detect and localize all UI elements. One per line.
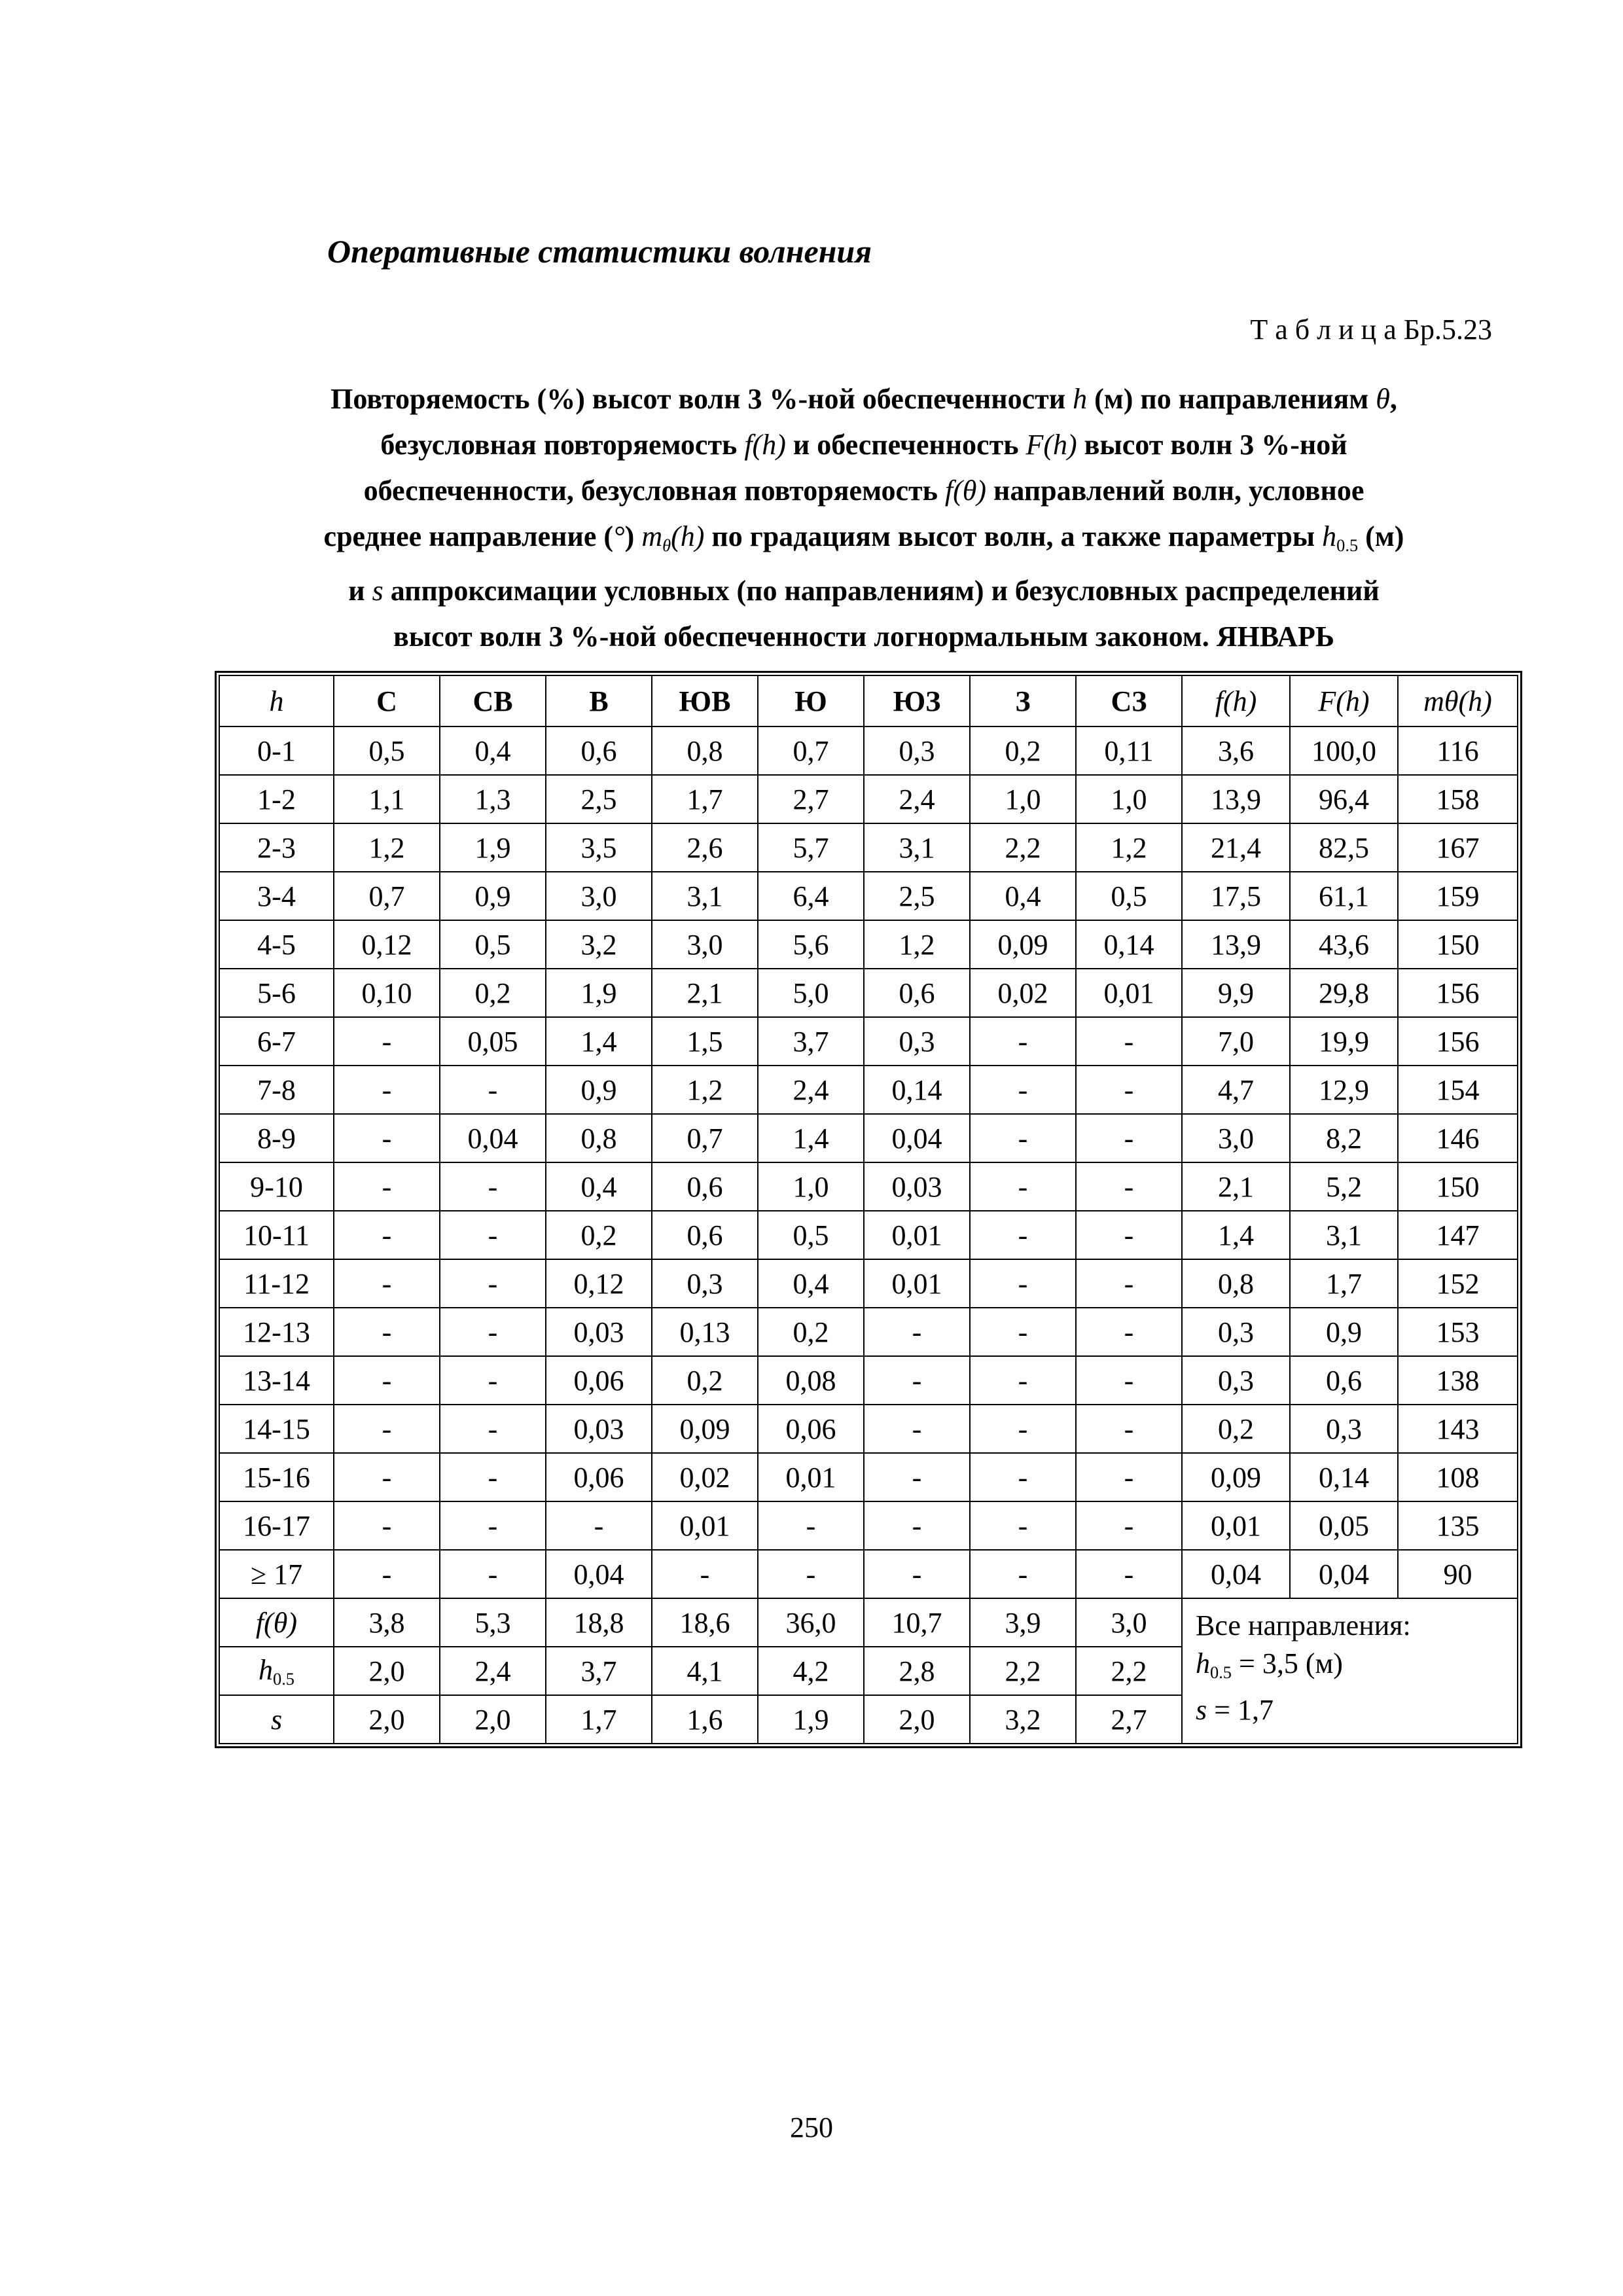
table-cell: - bbox=[334, 1501, 440, 1550]
all-directions-h05: $h_{0.5} = 3,5$ (м) bbox=[1196, 1647, 1343, 1682]
table-cell: 18,8 bbox=[546, 1598, 652, 1647]
table-cell: 0,6 bbox=[652, 1211, 758, 1259]
table-cell: 2,7 bbox=[758, 775, 864, 823]
row-label: ≥ 17 bbox=[219, 1550, 334, 1598]
table-cell: 5,0 bbox=[758, 969, 864, 1017]
caption-line-6: высот волн 3 %-ной обеспеченности логнормальным законом. ЯНВАРЬ bbox=[393, 620, 1335, 653]
table-row bbox=[219, 1162, 1518, 1211]
column-header: С bbox=[334, 675, 440, 726]
table-cell: 12,9 bbox=[1290, 1066, 1398, 1114]
table-cell: 0,4 bbox=[546, 1162, 652, 1211]
table-cell: 3,6 bbox=[1182, 726, 1290, 775]
table-cell: - bbox=[1076, 1356, 1182, 1405]
table-cell: 2,4 bbox=[758, 1066, 864, 1114]
table-cell: 61,1 bbox=[1290, 872, 1398, 920]
table-cell: 0,13 bbox=[652, 1308, 758, 1356]
all-directions-s: s = 1,7 bbox=[1196, 1693, 1274, 1726]
table-cell: - bbox=[970, 1453, 1076, 1501]
table-cell: 5,6 bbox=[758, 920, 864, 969]
table-cell: 143 bbox=[1398, 1405, 1518, 1453]
row-label: $h_{0.5}$ bbox=[219, 1647, 334, 1695]
table-row bbox=[219, 1308, 1518, 1356]
table-cell: 0,8 bbox=[1182, 1259, 1290, 1308]
table-cell: 0,14 bbox=[864, 1066, 970, 1114]
table-cell: 159 bbox=[1398, 872, 1518, 920]
table-cell: 0,03 bbox=[546, 1405, 652, 1453]
table-cell: 0,3 bbox=[652, 1259, 758, 1308]
page-number: 250 bbox=[790, 2111, 833, 2144]
table-cell: 108 bbox=[1398, 1453, 1518, 1501]
table-cell: - bbox=[864, 1356, 970, 1405]
table-cell: - bbox=[970, 1114, 1076, 1162]
table-cell: 1,4 bbox=[546, 1017, 652, 1066]
table-cell: 0,6 bbox=[864, 969, 970, 1017]
wave-height-table bbox=[219, 675, 1518, 1744]
table-cell: 0,10 bbox=[334, 969, 440, 1017]
table-cell: 0,02 bbox=[970, 969, 1076, 1017]
table-cell: 0,05 bbox=[1290, 1501, 1398, 1550]
row-label: 16-17 bbox=[219, 1501, 334, 1550]
table-cell: - bbox=[334, 1066, 440, 1114]
table-cell: 152 bbox=[1398, 1259, 1518, 1308]
table-row bbox=[219, 726, 1518, 775]
table-cell: - bbox=[864, 1550, 970, 1598]
table-cell: - bbox=[1076, 1211, 1182, 1259]
table-cell: 0,2 bbox=[652, 1356, 758, 1405]
table-cell: 116 bbox=[1398, 726, 1518, 775]
table-cell: 2,1 bbox=[652, 969, 758, 1017]
table-cell: 0,01 bbox=[1182, 1501, 1290, 1550]
table-cell: 156 bbox=[1398, 1017, 1518, 1066]
table-cell: 0,11 bbox=[1076, 726, 1182, 775]
data-table-frame bbox=[215, 671, 1522, 1748]
table-cell: 0,3 bbox=[1290, 1405, 1398, 1453]
table-cell: - bbox=[334, 1211, 440, 1259]
row-label: 10-11 bbox=[219, 1211, 334, 1259]
table-cell: - bbox=[970, 1501, 1076, 1550]
table-cell: 1,0 bbox=[758, 1162, 864, 1211]
table-cell: 156 bbox=[1398, 969, 1518, 1017]
table-cell: - bbox=[864, 1501, 970, 1550]
table-cell: 0,7 bbox=[652, 1114, 758, 1162]
table-cell: 3,0 bbox=[652, 920, 758, 969]
table-cell: - bbox=[970, 1550, 1076, 1598]
table-cell: 0,06 bbox=[546, 1356, 652, 1405]
table-cell: 2,5 bbox=[864, 872, 970, 920]
table-cell: 90 bbox=[1398, 1550, 1518, 1598]
table-cell: - bbox=[1076, 1453, 1182, 1501]
table-row bbox=[219, 1501, 1518, 1550]
table-cell: 0,6 bbox=[1290, 1356, 1398, 1405]
table-cell: 0,12 bbox=[546, 1259, 652, 1308]
table-cell: - bbox=[440, 1211, 546, 1259]
table-cell: 0,2 bbox=[1182, 1405, 1290, 1453]
table-cell: - bbox=[970, 1162, 1076, 1211]
table-cell: 1,2 bbox=[1076, 823, 1182, 872]
table-cell: - bbox=[334, 1259, 440, 1308]
table-cell: - bbox=[758, 1501, 864, 1550]
table-cell: 5,2 bbox=[1290, 1162, 1398, 1211]
table-cell: 0,14 bbox=[1290, 1453, 1398, 1501]
table-cell: - bbox=[440, 1405, 546, 1453]
caption-line-5: и s аппроксимации условных (по направлениям) и безусловных распределений bbox=[348, 574, 1380, 607]
table-cell: 5,7 bbox=[758, 823, 864, 872]
section-title: Оперативные статистики волнения bbox=[327, 233, 872, 270]
table-cell: - bbox=[334, 1017, 440, 1066]
table-body bbox=[219, 726, 1518, 1598]
table-cell: - bbox=[1076, 1162, 1182, 1211]
table-cell: - bbox=[334, 1308, 440, 1356]
table-cell: - bbox=[440, 1550, 546, 1598]
table-cell: 0,3 bbox=[1182, 1308, 1290, 1356]
table-cell: 2,6 bbox=[652, 823, 758, 872]
table-cell: 82,5 bbox=[1290, 823, 1398, 872]
table-cell: 13,9 bbox=[1182, 920, 1290, 969]
table-cell: - bbox=[970, 1017, 1076, 1066]
table-cell: 0,3 bbox=[864, 726, 970, 775]
table-cell: 3,1 bbox=[864, 823, 970, 872]
table-number: Т а б л и ц а Бр.5.23 bbox=[1250, 314, 1492, 346]
table-cell: - bbox=[334, 1114, 440, 1162]
column-header: ЮВ bbox=[652, 675, 758, 726]
table-cell: - bbox=[334, 1405, 440, 1453]
table-cell: 1,7 bbox=[1290, 1259, 1398, 1308]
table-row bbox=[219, 920, 1518, 969]
table-cell: 0,01 bbox=[1076, 969, 1182, 1017]
table-cell: 0,3 bbox=[864, 1017, 970, 1066]
table-cell: 1,4 bbox=[758, 1114, 864, 1162]
table-cell: - bbox=[440, 1308, 546, 1356]
table-cell: - bbox=[546, 1501, 652, 1550]
table-cell: 0,03 bbox=[546, 1308, 652, 1356]
table-cell: 147 bbox=[1398, 1211, 1518, 1259]
table-cell: 2,2 bbox=[1076, 1647, 1182, 1695]
table-cell: - bbox=[1076, 1114, 1182, 1162]
table-row bbox=[219, 1114, 1518, 1162]
table-cell: 0,5 bbox=[1076, 872, 1182, 920]
caption-line-4: среднее направление (°) mθ(h) по градациям высот волн, а также параметры $h_{0.5}$ (м) bbox=[323, 520, 1404, 555]
table-cell: - bbox=[1076, 1550, 1182, 1598]
header-row bbox=[219, 675, 1518, 726]
table-cell: 1,3 bbox=[440, 775, 546, 823]
table-cell: 0,06 bbox=[546, 1453, 652, 1501]
table-cell: 0,03 bbox=[864, 1162, 970, 1211]
table-cell: 0,01 bbox=[758, 1453, 864, 1501]
table-cell: 1,7 bbox=[546, 1695, 652, 1744]
row-label: 5-6 bbox=[219, 969, 334, 1017]
table-cell: 4,2 bbox=[758, 1647, 864, 1695]
table-row bbox=[219, 969, 1518, 1017]
table-cell: 4,7 bbox=[1182, 1066, 1290, 1114]
table-cell: - bbox=[440, 1066, 546, 1114]
column-header: Ю bbox=[758, 675, 864, 726]
table-cell: - bbox=[864, 1453, 970, 1501]
table-cell: - bbox=[758, 1550, 864, 1598]
table-cell: 1,2 bbox=[652, 1066, 758, 1114]
table-cell: 8,2 bbox=[1290, 1114, 1398, 1162]
table-cell: 0,3 bbox=[1182, 1356, 1290, 1405]
table-cell: 0,04 bbox=[1290, 1550, 1398, 1598]
table-cell: 3,2 bbox=[546, 920, 652, 969]
table-cell: 0,01 bbox=[864, 1259, 970, 1308]
row-label: 12-13 bbox=[219, 1308, 334, 1356]
table-row bbox=[219, 1453, 1518, 1501]
table-cell: - bbox=[864, 1308, 970, 1356]
table-cell: - bbox=[970, 1356, 1076, 1405]
row-label: 0-1 bbox=[219, 726, 334, 775]
table-cell: - bbox=[334, 1453, 440, 1501]
table-cell: 2,1 bbox=[1182, 1162, 1290, 1211]
table-row bbox=[219, 1550, 1518, 1598]
table-cell: - bbox=[1076, 1501, 1182, 1550]
table-cell: 1,9 bbox=[758, 1695, 864, 1744]
table-cell: 3,2 bbox=[970, 1695, 1076, 1744]
table-cell: 0,09 bbox=[652, 1405, 758, 1453]
table-cell: 153 bbox=[1398, 1308, 1518, 1356]
table-cell: 43,6 bbox=[1290, 920, 1398, 969]
table-footer bbox=[219, 1598, 1518, 1744]
table-cell: 2,2 bbox=[970, 1647, 1076, 1695]
table-cell: 0,4 bbox=[440, 726, 546, 775]
table-cell: 0,02 bbox=[652, 1453, 758, 1501]
table-cell: 2,0 bbox=[334, 1695, 440, 1744]
table-cell: 1,6 bbox=[652, 1695, 758, 1744]
table-cell: 100,0 bbox=[1290, 726, 1398, 775]
row-label: f(θ) bbox=[219, 1598, 334, 1647]
table-cell: - bbox=[1076, 1308, 1182, 1356]
table-cell: - bbox=[864, 1405, 970, 1453]
table-cell: 0,4 bbox=[758, 1259, 864, 1308]
table-cell: 0,2 bbox=[758, 1308, 864, 1356]
row-label: 2-3 bbox=[219, 823, 334, 872]
row-label: 14-15 bbox=[219, 1405, 334, 1453]
table-cell: 0,5 bbox=[440, 920, 546, 969]
table-cell: 2,7 bbox=[1076, 1695, 1182, 1744]
table-cell: 0,04 bbox=[440, 1114, 546, 1162]
table-cell: 1,0 bbox=[1076, 775, 1182, 823]
table-cell: 3,0 bbox=[1182, 1114, 1290, 1162]
table-cell: 0,2 bbox=[440, 969, 546, 1017]
table-row bbox=[219, 1211, 1518, 1259]
row-label: 8-9 bbox=[219, 1114, 334, 1162]
table-cell: 158 bbox=[1398, 775, 1518, 823]
table-cell: 0,04 bbox=[546, 1550, 652, 1598]
table-cell: 36,0 bbox=[758, 1598, 864, 1647]
all-directions-title: Все направления: bbox=[1196, 1609, 1411, 1641]
table-row bbox=[219, 823, 1518, 872]
row-label: 4-5 bbox=[219, 920, 334, 969]
table-row bbox=[219, 775, 1518, 823]
table-row bbox=[219, 872, 1518, 920]
table-cell: - bbox=[970, 1259, 1076, 1308]
table-cell: 0,06 bbox=[758, 1405, 864, 1453]
table-cell: 150 bbox=[1398, 1162, 1518, 1211]
table-cell: 0,12 bbox=[334, 920, 440, 969]
table-cell: 21,4 bbox=[1182, 823, 1290, 872]
table-cell: 0,04 bbox=[864, 1114, 970, 1162]
table-cell: 0,6 bbox=[652, 1162, 758, 1211]
table-cell: - bbox=[652, 1550, 758, 1598]
table-cell: 0,8 bbox=[652, 726, 758, 775]
column-header: СЗ bbox=[1076, 675, 1182, 726]
table-cell: 0,4 bbox=[970, 872, 1076, 920]
table-cell: 0,8 bbox=[546, 1114, 652, 1162]
table-cell: 1,1 bbox=[334, 775, 440, 823]
table-row bbox=[219, 1259, 1518, 1308]
table-cell: 1,9 bbox=[546, 969, 652, 1017]
column-header: F(h) bbox=[1290, 675, 1398, 726]
table-cell: 5,3 bbox=[440, 1598, 546, 1647]
table-cell: 6,4 bbox=[758, 872, 864, 920]
column-header: h bbox=[219, 675, 334, 726]
table-cell: 0,5 bbox=[334, 726, 440, 775]
table-cell: 135 bbox=[1398, 1501, 1518, 1550]
table-cell: 17,5 bbox=[1182, 872, 1290, 920]
table-cell: 0,01 bbox=[652, 1501, 758, 1550]
table-cell: - bbox=[440, 1162, 546, 1211]
column-header: СВ bbox=[440, 675, 546, 726]
table-cell: - bbox=[1076, 1259, 1182, 1308]
table-cell: 10,7 bbox=[864, 1598, 970, 1647]
table-cell: - bbox=[334, 1356, 440, 1405]
table-cell: 0,04 bbox=[1182, 1550, 1290, 1598]
table-cell: 0,14 bbox=[1076, 920, 1182, 969]
table-cell: - bbox=[970, 1308, 1076, 1356]
table-cell: - bbox=[440, 1501, 546, 1550]
table-row bbox=[219, 1405, 1518, 1453]
column-header: mθ(h) bbox=[1398, 675, 1518, 726]
table-cell: - bbox=[1076, 1405, 1182, 1453]
table-cell: 1,7 bbox=[652, 775, 758, 823]
table-cell: 3,7 bbox=[546, 1647, 652, 1695]
table-cell: 2,5 bbox=[546, 775, 652, 823]
table-cell: - bbox=[1076, 1066, 1182, 1114]
table-cell: 0,09 bbox=[1182, 1453, 1290, 1501]
table-cell: 13,9 bbox=[1182, 775, 1290, 823]
table-cell: 1,2 bbox=[334, 823, 440, 872]
table-cell: 1,9 bbox=[440, 823, 546, 872]
table-cell: 167 bbox=[1398, 823, 1518, 872]
table-cell: 1,5 bbox=[652, 1017, 758, 1066]
table-cell: 1,0 bbox=[970, 775, 1076, 823]
table-cell: 9,9 bbox=[1182, 969, 1290, 1017]
row-label: s bbox=[219, 1695, 334, 1744]
row-label: 9-10 bbox=[219, 1162, 334, 1211]
table-cell: - bbox=[440, 1356, 546, 1405]
table-cell: 2,8 bbox=[864, 1647, 970, 1695]
table-cell: 154 bbox=[1398, 1066, 1518, 1114]
caption-line-1: Повторяемость (%) высот волн 3 %-ной обеспеченности h (м) по направлениям θ, bbox=[330, 383, 1397, 415]
row-label: 1-2 bbox=[219, 775, 334, 823]
table-row bbox=[219, 1066, 1518, 1114]
table-cell: 0,01 bbox=[864, 1211, 970, 1259]
column-header: З bbox=[970, 675, 1076, 726]
table-cell: - bbox=[1076, 1017, 1182, 1066]
table-row bbox=[219, 1356, 1518, 1405]
table-cell: 0,6 bbox=[546, 726, 652, 775]
table-cell: 2,4 bbox=[864, 775, 970, 823]
table-cell: 2,4 bbox=[440, 1647, 546, 1695]
table-row bbox=[219, 1017, 1518, 1066]
column-header: ЮЗ bbox=[864, 675, 970, 726]
table-cell: 0,5 bbox=[758, 1211, 864, 1259]
caption-line-2: безусловная повторяемость f(h) и обеспеченность F(h) высот волн 3 %-ной bbox=[380, 429, 1347, 461]
table-cell: - bbox=[970, 1066, 1076, 1114]
table-cell: 2,0 bbox=[334, 1647, 440, 1695]
table-cell: 2,2 bbox=[970, 823, 1076, 872]
table-cell: 3,1 bbox=[1290, 1211, 1398, 1259]
table-cell: 0,7 bbox=[334, 872, 440, 920]
table-cell: 29,8 bbox=[1290, 969, 1398, 1017]
table-caption bbox=[216, 376, 1512, 660]
table-cell: 0,09 bbox=[970, 920, 1076, 969]
table-cell: 3,0 bbox=[546, 872, 652, 920]
table-cell: 3,1 bbox=[652, 872, 758, 920]
table-cell: 3,5 bbox=[546, 823, 652, 872]
table-cell: 3,7 bbox=[758, 1017, 864, 1066]
caption-line-3: обеспеченности, безусловная повторяемость f(θ) направлений волн, условное bbox=[363, 475, 1364, 507]
all-directions-note bbox=[1182, 1598, 1518, 1744]
column-header: В bbox=[546, 675, 652, 726]
table-cell: 19,9 bbox=[1290, 1017, 1398, 1066]
table-cell: 4,1 bbox=[652, 1647, 758, 1695]
table-cell: 3,8 bbox=[334, 1598, 440, 1647]
table-cell: 150 bbox=[1398, 920, 1518, 969]
row-label: 7-8 bbox=[219, 1066, 334, 1114]
table-cell: 0,2 bbox=[970, 726, 1076, 775]
row-label: 15-16 bbox=[219, 1453, 334, 1501]
table-cell: - bbox=[334, 1162, 440, 1211]
table-cell: 1,4 bbox=[1182, 1211, 1290, 1259]
table-cell: - bbox=[334, 1550, 440, 1598]
table-cell: 0,9 bbox=[1290, 1308, 1398, 1356]
table-cell: - bbox=[970, 1211, 1076, 1259]
table-cell: 7,0 bbox=[1182, 1017, 1290, 1066]
column-header: f(h) bbox=[1182, 675, 1290, 726]
table-cell: 0,05 bbox=[440, 1017, 546, 1066]
table-cell: 2,0 bbox=[440, 1695, 546, 1744]
table-cell: 0,08 bbox=[758, 1356, 864, 1405]
footer-row-f-theta bbox=[219, 1598, 1518, 1647]
row-label: 13-14 bbox=[219, 1356, 334, 1405]
table-cell: 146 bbox=[1398, 1114, 1518, 1162]
table-cell: 3,0 bbox=[1076, 1598, 1182, 1647]
row-label: 3-4 bbox=[219, 872, 334, 920]
table-cell: 2,0 bbox=[864, 1695, 970, 1744]
row-label: 11-12 bbox=[219, 1259, 334, 1308]
table-cell: 0,9 bbox=[546, 1066, 652, 1114]
table-cell: 0,9 bbox=[440, 872, 546, 920]
table-cell: - bbox=[970, 1405, 1076, 1453]
table-cell: 18,6 bbox=[652, 1598, 758, 1647]
table-cell: 1,2 bbox=[864, 920, 970, 969]
table-cell: 0,7 bbox=[758, 726, 864, 775]
table-cell: 3,9 bbox=[970, 1598, 1076, 1647]
table-cell: - bbox=[440, 1453, 546, 1501]
table-cell: 0,2 bbox=[546, 1211, 652, 1259]
row-label: 6-7 bbox=[219, 1017, 334, 1066]
table-cell: 138 bbox=[1398, 1356, 1518, 1405]
table-cell: 96,4 bbox=[1290, 775, 1398, 823]
table-cell: - bbox=[440, 1259, 546, 1308]
